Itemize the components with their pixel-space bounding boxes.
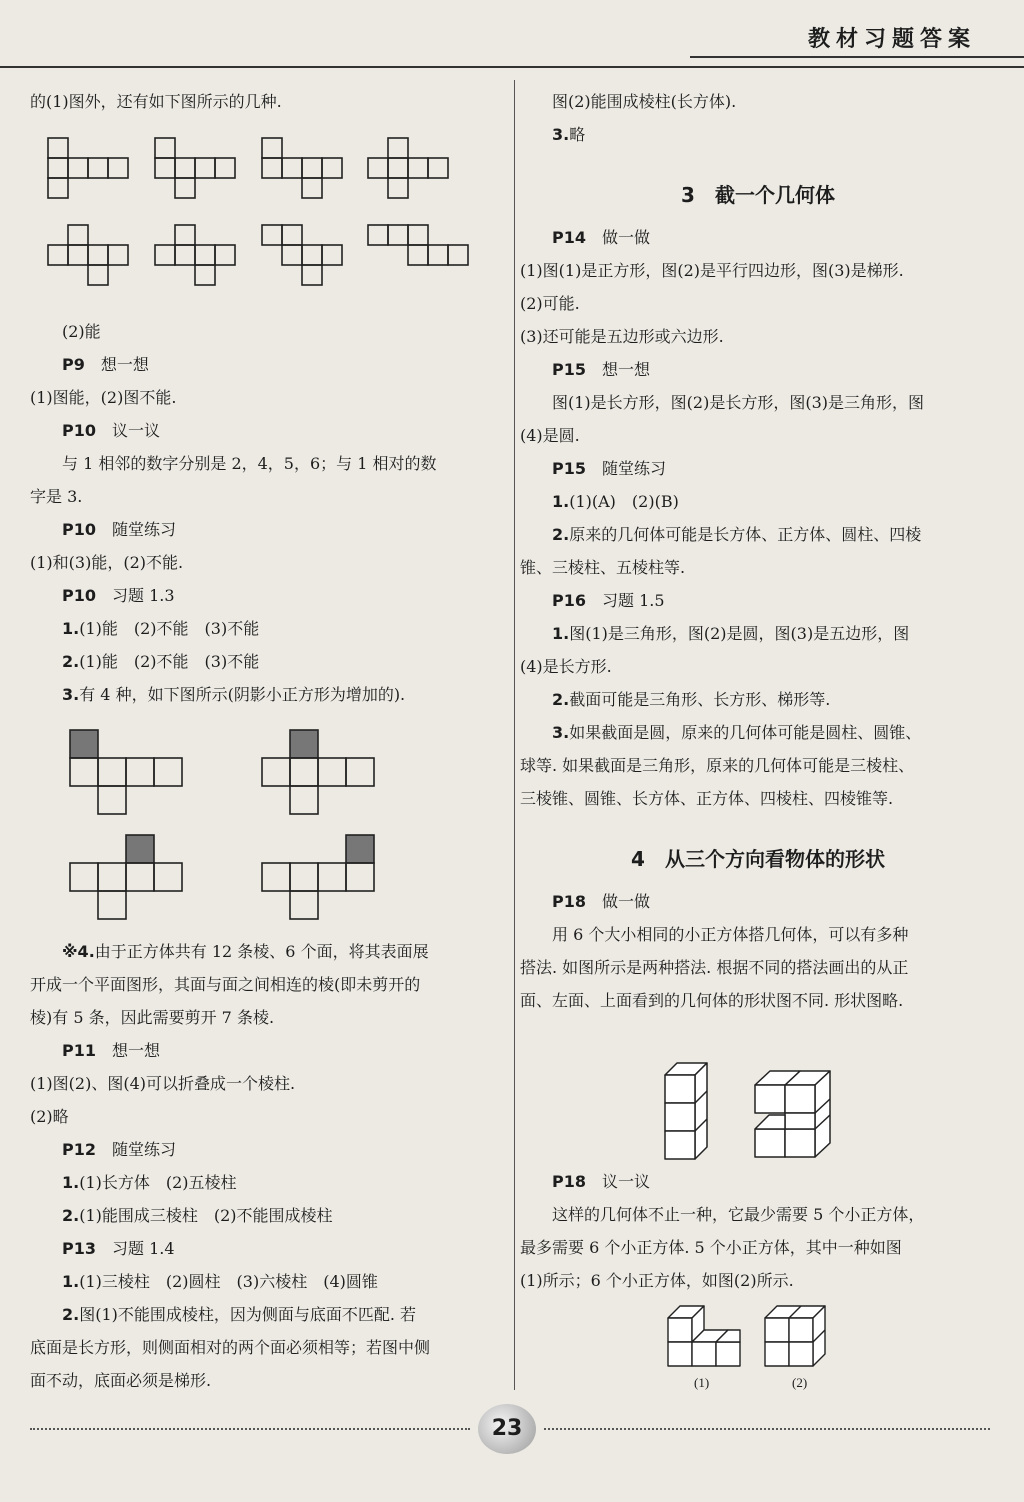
footer-dotted-line	[544, 1428, 990, 1430]
figure-label: (1)	[694, 1375, 710, 1390]
text-line: 图(2)能围成棱柱(长方体).	[552, 92, 737, 111]
text-line: (1)图能，(2)图不能.	[30, 388, 177, 407]
column-divider	[514, 80, 515, 1390]
text-line: 图(1)是长方形，图(2)是长方形，图(3)是三角形，图	[552, 393, 924, 412]
subheading: P14 做一做	[552, 228, 651, 247]
left-column-lower	[30, 935, 506, 1397]
text-line: 用 6 个大小相同的小正方体搭几何体，可以有多种	[552, 925, 909, 944]
text-line: 搭法. 如图所示是两种搭法. 根据不同的搭法画出的从正	[520, 958, 909, 977]
subheading: P13 习题 1.4	[62, 1239, 175, 1258]
text-line: 锥、三棱柱、五棱柱等.	[520, 558, 686, 577]
subheading: P15 随堂练习	[552, 459, 667, 478]
text-line: 棱)有 5 条，因此需要剪开 7 条棱.	[30, 1008, 275, 1027]
text-line: (4)是圆.	[520, 426, 580, 445]
footer-dotted-line	[30, 1428, 470, 1430]
left-column	[30, 85, 506, 118]
answer-line: 3.如果截面是圆，原来的几何体可能是圆柱、圆锥、	[552, 723, 922, 742]
answer-line: 1.(1)能 (2)不能 (3)不能	[62, 619, 260, 638]
subheading: P10 议一议	[62, 421, 161, 440]
header-title: 教材习题答案	[807, 27, 976, 52]
shaded-nets-figure	[60, 725, 400, 925]
subheading: P15 想一想	[552, 360, 651, 379]
text-line: 开成一个平面图形，其面与面之间相连的棱(即未剪开的	[30, 975, 421, 994]
left-column-body	[30, 315, 506, 711]
cube-nets-figure	[40, 130, 480, 290]
text-line: 的(1)图外，还有如下图所示的几种.	[30, 92, 282, 111]
page-header	[0, 0, 1024, 70]
answer-line: 1.(1)(A) (2)(B)	[552, 492, 679, 511]
text-line: (2)略	[30, 1107, 69, 1126]
text-line: (1)所示；6 个小正方体，如图(2)所示.	[520, 1271, 794, 1290]
section-heading: 3 截一个几何体	[681, 183, 835, 207]
answer-line: 2.(1)能围成三棱柱 (2)不能围成棱柱	[62, 1206, 333, 1225]
text-line: (2)可能.	[520, 294, 580, 313]
text-line: 面不动，底面必须是梯形.	[30, 1371, 212, 1390]
text-line: (1)图(2)、图(4)可以折叠成一个棱柱.	[30, 1074, 296, 1093]
answer-line: 2.原来的几何体可能是长方体、正方体、圆柱、四棱	[552, 525, 922, 544]
text-line: 三棱锥、圆锥、长方体、正方体、四棱柱、四棱锥等.	[520, 789, 894, 808]
answer-line: 1.(1)长方体 (2)五棱柱	[62, 1173, 237, 1192]
subheading: P10 习题 1.3	[62, 586, 175, 605]
subheading: P11 想一想	[62, 1041, 161, 1060]
text-line: 面、左面、上面看到的几何体的形状图不同. 形状图略.	[520, 991, 904, 1010]
answer-line: 1.(1)三棱柱 (2)圆柱 (3)六棱柱 (4)圆锥	[62, 1272, 378, 1291]
answer-line: 2.截面可能是三角形、长方形、梯形等.	[552, 690, 831, 709]
section-heading: 4 从三个方向看物体的形状	[631, 847, 885, 871]
header-rule-short	[690, 56, 1024, 58]
figure-label: (2)	[792, 1375, 808, 1390]
text-line: (2)能	[62, 322, 101, 341]
answer-line: 1.图(1)是三角形，图(2)是圆，图(3)是五边形，图	[552, 624, 910, 643]
answer-line: 3.略	[552, 125, 586, 144]
text-line: (1)图(1)是正方形，图(2)是平行四边形，图(3)是梯形.	[520, 261, 904, 280]
subheading: P9 想一想	[62, 355, 149, 374]
subheading: P16 习题 1.5	[552, 591, 665, 610]
text-line: 底面是长方形，则侧面相对的两个面必须相等；若图中侧	[30, 1338, 431, 1357]
subheading: P12 随堂练习	[62, 1140, 177, 1159]
answer-line: 2.(1)能 (2)不能 (3)不能	[62, 652, 260, 671]
subheading: P18 做一做	[552, 892, 651, 911]
header-rule	[0, 66, 1024, 68]
subheading: P10 随堂练习	[62, 520, 177, 539]
text-line: 字是 3.	[30, 487, 83, 506]
answer-line: 2.图(1)不能围成棱柱，因为侧面与底面不匹配. 若	[62, 1305, 417, 1324]
right-column	[520, 85, 996, 1017]
answer-line: ※4.由于正方体共有 12 条棱、6 个面，将其表面展	[62, 942, 429, 961]
text-line: (4)是长方形.	[520, 657, 612, 676]
text-line: (3)还可能是五边形或六边形.	[520, 327, 724, 346]
text-line: 球等. 如果截面是三角形，原来的几何体可能是三棱柱、	[520, 756, 915, 775]
small-cubes-figure	[660, 1298, 840, 1378]
text-line: 最多需要 6 个小正方体. 5 个小正方体，其中一种如图	[520, 1238, 902, 1257]
subheading: P18 议一议	[552, 1172, 651, 1191]
cube-stacks-figure	[655, 1055, 845, 1165]
text-line: 这样的几何体不止一种，它最少需要 5 个小正方体，	[552, 1205, 925, 1224]
text-line: (1)和(3)能，(2)不能.	[30, 553, 184, 572]
text-line: 与 1 相邻的数字分别是 2，4，5，6；与 1 相对的数	[62, 454, 437, 473]
page-number: 23	[478, 1404, 536, 1454]
right-column-lower	[520, 1165, 996, 1297]
answer-line: 3.有 4 种，如下图所示(阴影小正方形为增加的).	[62, 685, 406, 704]
